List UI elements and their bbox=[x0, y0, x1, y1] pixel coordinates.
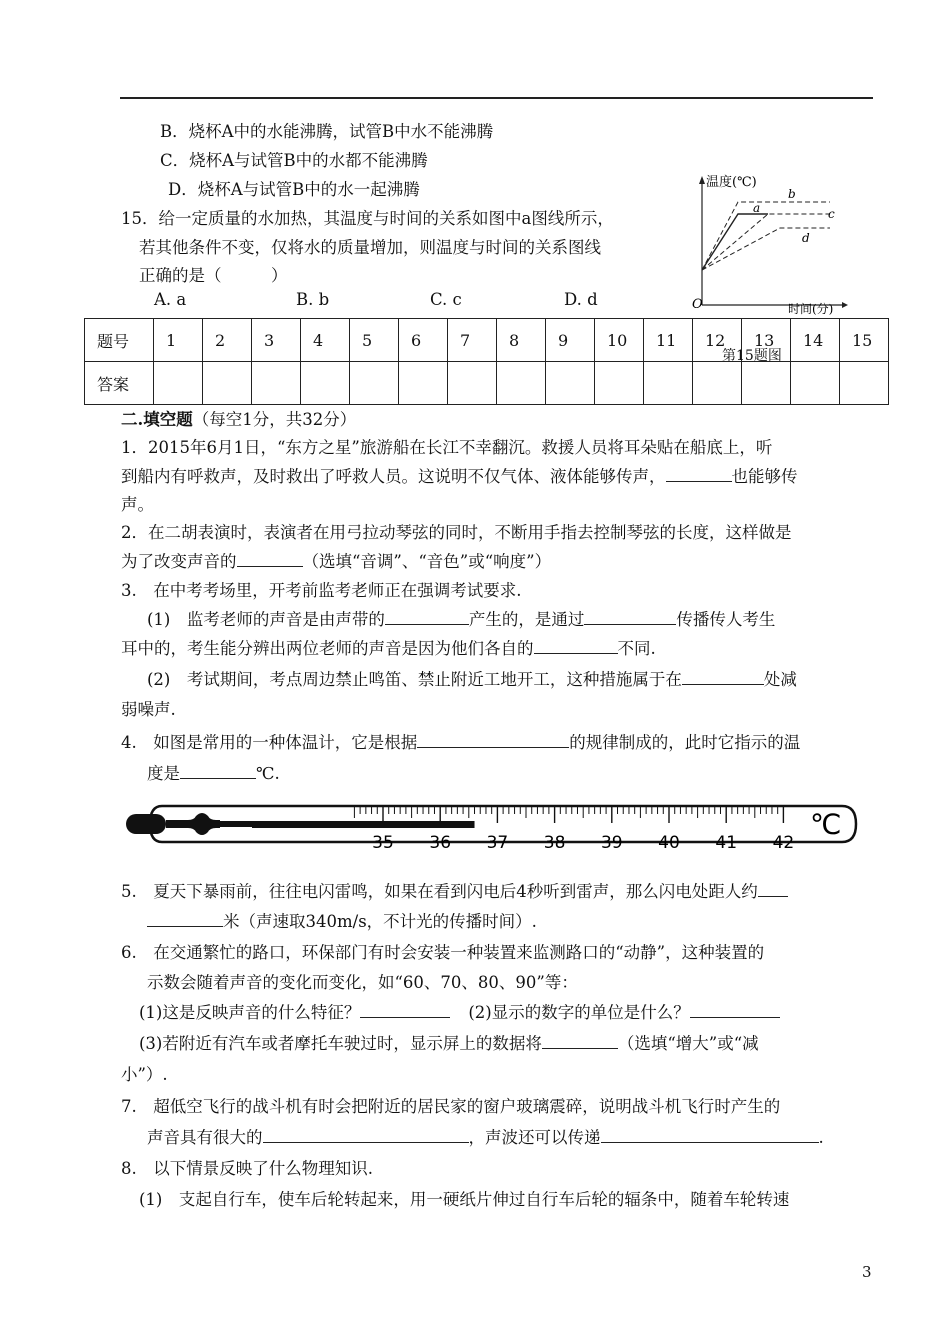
q6-2-text: (2)显示的数字的单位是什么？ bbox=[468, 1003, 690, 1022]
q3-2-blank[interactable] bbox=[682, 670, 764, 685]
table-cell: 2 bbox=[203, 319, 252, 362]
section-heading: 二.填空题 bbox=[121, 410, 193, 429]
table-cell: 9 bbox=[546, 319, 595, 362]
tick-label: 42 bbox=[772, 833, 795, 853]
q4-text-b: 的规律制成的，此时它指示的温 bbox=[569, 733, 801, 752]
q4-blank-b[interactable] bbox=[180, 764, 256, 779]
answer-cell[interactable] bbox=[350, 362, 399, 405]
section-note: （每空1分，共32分） bbox=[192, 410, 357, 429]
x-axis-arrow bbox=[842, 302, 848, 308]
q7-text-c: . bbox=[818, 1128, 824, 1147]
q3-2-text-b: 处减 bbox=[763, 670, 797, 689]
q1-line1: 1．2015年6月1日，“东方之星”旅游船在长江不幸翻沉。救援人员将耳朵贴在船底上，听 bbox=[121, 438, 773, 457]
table-cell: 题号 bbox=[85, 319, 154, 362]
tick-label: 35 bbox=[372, 833, 394, 853]
q8-1-line1: (1) 支起自行车，使车后轮转起来，用一硬纸片伸过自行车后轮的辐条中，随着车轮转速 bbox=[139, 1190, 790, 1209]
q6-1-blank[interactable] bbox=[360, 1003, 450, 1018]
table-cell: 10 bbox=[595, 319, 644, 362]
q6-line1: 6. 在交通繁忙的路口，环保部门有时会安装一种装置来监测路口的“动静”，这种装置的 bbox=[121, 943, 765, 962]
thermometer-unit: ℃ bbox=[810, 808, 842, 841]
q3-1-line2 bbox=[121, 635, 656, 659]
tick-label: 36 bbox=[429, 833, 452, 853]
table-cell: 3 bbox=[252, 319, 301, 362]
answer-cell[interactable] bbox=[595, 362, 644, 405]
q6-line3 bbox=[139, 999, 780, 1023]
q14-option-b: B．烧杯A中的水能沸腾，试管B中水不能沸腾 bbox=[160, 122, 494, 141]
q1-text-tail: 也能够传 bbox=[731, 467, 798, 486]
q3-1-text: (1) 监考老师的声音是由声带的 bbox=[147, 610, 385, 629]
q2-line1: 2．在二胡表演时，表演者在用弓拉动琴弦的同时，不断用手指去控制琴弦的长度，这样做是 bbox=[121, 523, 792, 542]
q3-1-blank-b[interactable] bbox=[584, 610, 676, 625]
table-cell: 14 bbox=[791, 319, 840, 362]
q7-line2 bbox=[147, 1124, 824, 1148]
answer-cell[interactable] bbox=[693, 362, 742, 405]
q3-2-text: (2) 考试期间，考点周边禁止鸣笛、禁止附近工地开工，这种措施属于在 bbox=[147, 670, 682, 689]
line-c bbox=[702, 214, 830, 270]
thermometer-bulb bbox=[126, 814, 166, 834]
answer-cell[interactable] bbox=[791, 362, 840, 405]
q2-line2 bbox=[121, 548, 551, 572]
table-cell: 答案 bbox=[85, 362, 154, 405]
q7-text-b: ，声波还可以传递 bbox=[468, 1128, 601, 1147]
answer-cell[interactable] bbox=[840, 362, 889, 405]
q3-1-text-b: 产生的，是通过 bbox=[468, 610, 585, 629]
table-cell: 15 bbox=[840, 319, 889, 362]
q7-blank-a[interactable] bbox=[263, 1128, 469, 1143]
q5-text: 5. 夏天下暴雨前，往往电闪雷鸣，如果在看到闪电后4秒听到雷声，那么闪电处距人约 bbox=[121, 882, 758, 901]
answer-cell[interactable] bbox=[252, 362, 301, 405]
q1-answer-blank[interactable] bbox=[666, 467, 732, 482]
page-number: 3 bbox=[862, 1263, 872, 1281]
answer-cell[interactable] bbox=[399, 362, 448, 405]
table-cell: 12 bbox=[693, 319, 742, 362]
q6-line2: 示数会随着声音的变化而变化，如“60、70、80、90”等： bbox=[147, 973, 578, 992]
tick-label: 37 bbox=[486, 833, 509, 853]
q1-text: 到船内有呼救声，及时救出了呼救人员。这说明不仅气体、液体能够传声， bbox=[121, 467, 666, 486]
table-cell: 13 bbox=[742, 319, 791, 362]
q15-line3: 正确的是（ ） bbox=[139, 266, 288, 285]
q4-line2 bbox=[147, 760, 280, 784]
q3-2-line2: 弱噪声. bbox=[121, 700, 176, 719]
q3-1-text-d: 耳中的，考生能分辨出两位老师的声音是因为他们各自的 bbox=[121, 639, 534, 658]
q6-3-blank[interactable] bbox=[542, 1034, 618, 1049]
q3-1-text-e: 不同. bbox=[617, 639, 656, 658]
q6-1-text: (1)这是反映声音的什么特征？ bbox=[139, 1003, 361, 1022]
answer-cell[interactable] bbox=[301, 362, 350, 405]
q7-line1: 7. 超低空飞行的战斗机有时会把附近的居民家的窗户玻璃震碎，说明战斗机飞行时产生的 bbox=[121, 1097, 781, 1116]
q4-line1 bbox=[121, 729, 800, 753]
q15-option-b: B. b bbox=[296, 290, 330, 309]
q3-line1: 3. 在中考考场里，开考前监考老师正在强调考试要求. bbox=[121, 581, 522, 600]
q5-text-b: 米（声速取340m/s，不计光的传播时间）. bbox=[223, 912, 537, 931]
q4-unit: ℃. bbox=[256, 764, 280, 783]
q15-option-c: C. c bbox=[430, 290, 462, 309]
q14-option-d: D．烧杯A与试管B中的水一起沸腾 bbox=[168, 180, 420, 199]
line-c-label: c bbox=[828, 207, 835, 221]
table-cell: 6 bbox=[399, 319, 448, 362]
line-a-label: a bbox=[753, 201, 761, 215]
table-cell: 1 bbox=[154, 319, 203, 362]
q6-2-blank[interactable] bbox=[690, 1003, 780, 1018]
q7-text: 声音具有很大的 bbox=[147, 1128, 263, 1147]
table-cell: 11 bbox=[644, 319, 693, 362]
q3-1-line1 bbox=[147, 606, 775, 630]
q5-line1 bbox=[121, 878, 788, 902]
q5-blank-b[interactable] bbox=[147, 912, 223, 927]
answer-cell[interactable] bbox=[154, 362, 203, 405]
q3-1-blank-a[interactable] bbox=[385, 610, 469, 625]
q6-3-text: (3)若附近有汽车或者摩托车驶过时，显示屏上的数据将 bbox=[139, 1034, 542, 1053]
answer-cell[interactable] bbox=[742, 362, 791, 405]
section-title bbox=[121, 406, 356, 430]
q5-line2 bbox=[147, 908, 537, 932]
q1-line2 bbox=[121, 463, 798, 487]
q2-answer-blank[interactable] bbox=[237, 552, 303, 567]
header-rule bbox=[120, 97, 873, 99]
q6-line4 bbox=[139, 1030, 759, 1054]
q4-text-c: 度是 bbox=[147, 764, 180, 783]
q6-3-text-b: （选填“增大”或“减 bbox=[617, 1034, 759, 1053]
q1-line3: 声。 bbox=[121, 495, 154, 514]
q6-line5: 小”）. bbox=[121, 1065, 168, 1084]
origin-label: O bbox=[692, 297, 703, 312]
tick-label: 38 bbox=[543, 833, 566, 853]
answer-cell[interactable] bbox=[448, 362, 497, 405]
table-cell: 7 bbox=[448, 319, 497, 362]
q3-1-text-c: 传播传人考生 bbox=[676, 610, 776, 629]
q15-option-d: D. d bbox=[564, 290, 598, 309]
table-cell: 5 bbox=[350, 319, 399, 362]
line-d-label: d bbox=[802, 231, 810, 245]
q2-text: 为了改变声音的 bbox=[121, 552, 237, 571]
tick-label: 41 bbox=[715, 833, 738, 853]
tick-label: 39 bbox=[600, 833, 623, 853]
q4-text: 4. 如图是常用的一种体温计，它是根据 bbox=[121, 733, 418, 752]
answer-cell[interactable] bbox=[644, 362, 693, 405]
q2-text-tail: （选填“音调”、“音色”或“响度”） bbox=[302, 552, 552, 571]
q5-blank-a[interactable] bbox=[758, 882, 788, 897]
table-cell: 8 bbox=[497, 319, 546, 362]
tick-label: 40 bbox=[658, 833, 680, 853]
q15-option-a: A. a bbox=[154, 290, 187, 309]
q4-blank-a[interactable] bbox=[417, 733, 569, 748]
answer-cell[interactable] bbox=[203, 362, 252, 405]
q3-2-line1 bbox=[147, 666, 797, 690]
q14-option-c: C．烧杯A与试管B中的水都不能沸腾 bbox=[160, 151, 428, 170]
y-axis-label: 温度(℃) bbox=[706, 175, 757, 190]
q8-line1: 8. 以下情景反映了什么物理知识. bbox=[121, 1159, 373, 1178]
q15-temperature-time-graph bbox=[690, 170, 850, 320]
answer-cell[interactable] bbox=[546, 362, 595, 405]
q15-figure-caption: 第15题图 bbox=[722, 348, 782, 364]
line-b-label: b bbox=[788, 187, 796, 201]
answer-cell[interactable] bbox=[497, 362, 546, 405]
x-axis-label: 时间(分) bbox=[788, 302, 834, 316]
q15-line2: 若其他条件不变，仅将水的质量增加，则温度与时间的关系图线 bbox=[139, 238, 601, 257]
mercury-column bbox=[252, 821, 475, 828]
table-row-answers bbox=[85, 362, 889, 405]
clinical-thermometer bbox=[122, 792, 864, 858]
table-cell: 4 bbox=[301, 319, 350, 362]
q7-blank-b[interactable] bbox=[601, 1128, 819, 1143]
q15-line1: 15．给一定质量的水加热，其温度与时间的关系如图中a图线所示， bbox=[121, 209, 614, 228]
q3-1-blank-c[interactable] bbox=[534, 639, 618, 654]
y-axis-arrow bbox=[699, 176, 705, 184]
